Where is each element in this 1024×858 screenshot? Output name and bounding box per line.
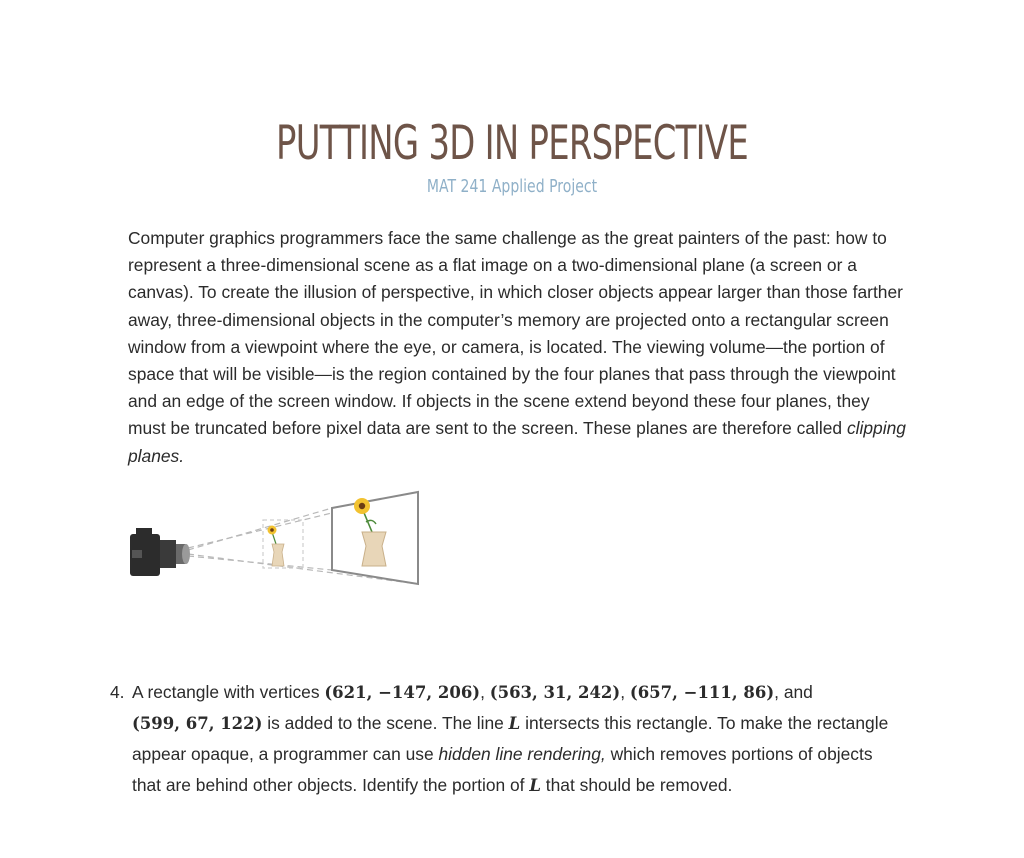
vertex-3: (657, −111, 86) bbox=[629, 683, 775, 702]
problem-text-7: which removes portions of objects that are behind other objects. Identify the portion of bbox=[132, 744, 873, 795]
small-vase-icon bbox=[268, 526, 285, 567]
perspective-figure bbox=[126, 488, 426, 588]
problem-emphasis: hidden line rendering, bbox=[438, 744, 606, 764]
page-title: PUTTING 3D IN PERSPECTIVE bbox=[276, 116, 748, 171]
problem-text-2: , bbox=[480, 682, 490, 702]
problem-text bbox=[132, 677, 890, 801]
problem-4 bbox=[110, 677, 890, 801]
line-name: L bbox=[508, 714, 521, 733]
problem-text-1: A rectangle with vertices bbox=[132, 682, 325, 702]
intro-text: Computer graphics programmers face the same challenge as the great painters of the past: how to represent a three-dimensional scene as a flat image on a two-dimensional plane (a screen or a canvas). To create the illusion of perspective, in which closer objects appear larger than those farther away, three-dimensional objects in the computer’s memory are projected onto a rectangular screen window from a viewpoint where the eye, or camera, is located. The viewing volume—the portion of space that will be visible—is the region contained by the four planes that pass through the viewpoint and an edge of the screen window. If objects in the scene extend beyond these four planes, they must be truncated before pixel data are sent to the screen. These planes are therefore called bbox=[128, 228, 903, 439]
vertex-2: (563, 31, 242) bbox=[489, 683, 621, 702]
problem-text-6: intersects this rectangle. To make the rectangle appear opaque, a programmer can use bbox=[132, 713, 889, 764]
vertex-4: (599, 67, 122) bbox=[132, 714, 263, 733]
camera-icon bbox=[130, 528, 190, 576]
problem-text-8: that should be removed. bbox=[540, 775, 733, 795]
page-subtitle: MAT 241 Applied Project bbox=[426, 176, 598, 197]
intro-emphasis: clipping planes. bbox=[128, 418, 906, 466]
vertex-1: (621, −147, 206) bbox=[324, 683, 481, 702]
problem-text-3: , bbox=[620, 682, 630, 702]
problem-text-4: , and bbox=[774, 682, 813, 702]
problem-text-5: is added to the scene. The line bbox=[262, 713, 509, 733]
problem-number: 4. bbox=[110, 682, 125, 702]
line-name-2: L bbox=[529, 776, 541, 795]
intro-paragraph bbox=[128, 225, 908, 470]
